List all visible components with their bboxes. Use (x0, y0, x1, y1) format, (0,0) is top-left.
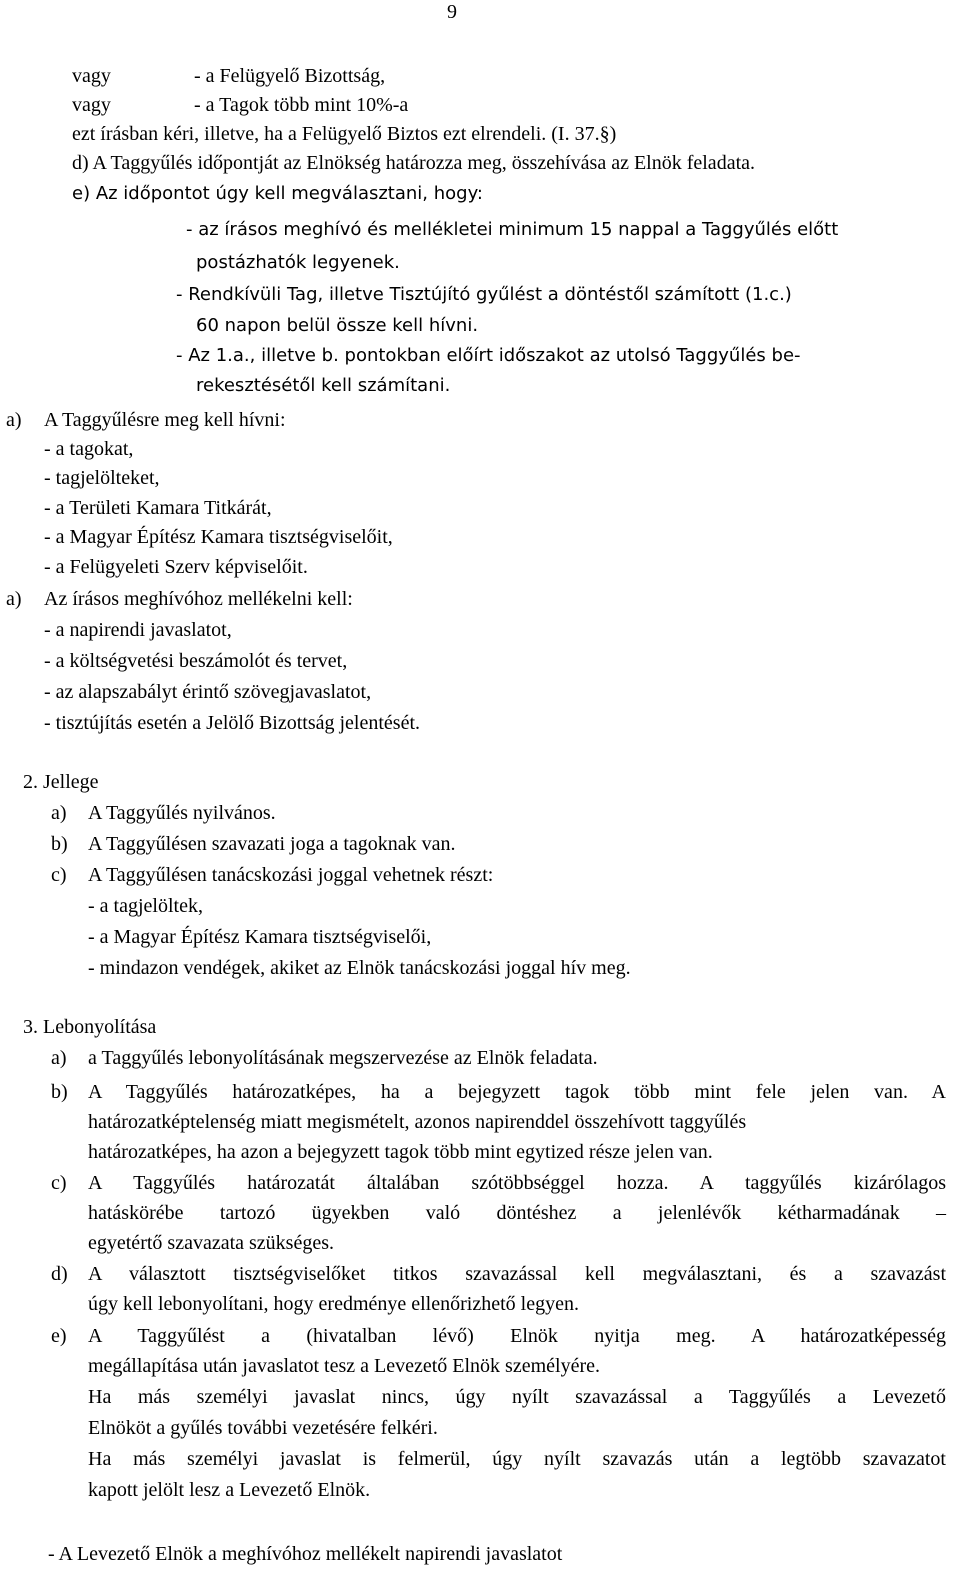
section-heading: 2. Jellege (23, 771, 99, 793)
vagy-word: vagy (72, 94, 111, 116)
list-item: - a tagjelöltek, (88, 895, 203, 917)
item-label: c) (51, 1172, 67, 1194)
text-line: ezt írásban kéri, illetve, ha a Felügyelő Biztos ezt elrendeli. (I. 37.§) (72, 123, 617, 145)
item-label: d) (51, 1263, 68, 1285)
item-label: a) (51, 1047, 67, 1069)
item-text: A Taggyűlésen szavazati joga a tagoknak van. (88, 833, 456, 855)
item-text: határozatképtelenség miatt megismételt, azonos napirenddel összehívott taggyűlés (88, 1111, 747, 1133)
item-text: Ha más személyi javaslat is felmerül, úgy nyílt szavazás után a legtöbb szavazatot (88, 1448, 946, 1470)
text-line: rekesztésétől kell számítani. (196, 375, 451, 396)
list-item: - mindazon vendégek, akiket az Elnök tanácskozási joggal hív meg. (88, 957, 631, 979)
text-line: - az írásos meghívó és mellékletei minimum 15 nappal a Taggyűlés előtt (186, 219, 839, 240)
item-text: úgy kell lebonyolítani, hogy eredménye ellenőrizhető legyen. (88, 1293, 579, 1315)
list-label: a) (6, 588, 22, 610)
item-text: határozatképes, ha azon a bejegyzett tagok több mint egytized része jelen van. (88, 1141, 713, 1163)
list-item: - a Magyar Építész Kamara tisztségviselőit, (44, 526, 393, 548)
item-label: b) (51, 833, 68, 855)
text-line: e) Az időpontot úgy kell megválasztani, hogy: (72, 183, 483, 204)
list-item: - az alapszabályt érintő szövegjavaslatot, (44, 681, 372, 703)
item-text: A Taggyűlés határozatát általában szótöbbséggel hozza. A taggyűlés kizárólagos (88, 1172, 946, 1194)
list-heading: A Taggyűlésre meg kell hívni: (44, 409, 286, 431)
item-text: a Taggyűlés lebonyolításának megszervezése az Elnök feladata. (88, 1047, 598, 1069)
item-label: a) (51, 802, 67, 824)
vagy-text: - a Felügyelő Bizottság, (194, 65, 386, 87)
list-item: - a Felügyeleti Szerv képviselőit. (44, 556, 308, 578)
section-heading: 3. Lebonyolítása (23, 1016, 157, 1038)
text-line: d) A Taggyűlés időpontját az Elnökség határozza meg, összehívása az Elnök feladata. (72, 152, 755, 174)
item-text: A Taggyűlésen tanácskozási joggal vehetnek részt: (88, 864, 494, 886)
item-text: A választott tisztségviselőket titkos szavazással kell megválasztani, és a szavazást (88, 1263, 946, 1285)
item-label: e) (51, 1325, 67, 1347)
text-line: - Rendkívüli Tag, illetve Tisztújító gyűlést a döntéstől számított (1.c.) (176, 284, 792, 305)
list-item: - a költségvetési beszámolót és tervet, (44, 650, 348, 672)
item-text: kapott jelölt lesz a Levezető Elnök. (88, 1479, 371, 1501)
bottom-line: - A Levezető Elnök a meghívóhoz mellékelt napirendi javaslatot (48, 1543, 563, 1565)
item-text: hatáskörébe tartozó ügyekben való döntéshez a jelenlévők kétharmadának – (88, 1202, 946, 1224)
item-text: Ha más személyi javaslat nincs, úgy nyílt szavazással a Taggyűlés a Levezető (88, 1386, 946, 1408)
item-text: megállapítása után javaslatot tesz a Levezető Elnök személyére. (88, 1355, 600, 1377)
list-label: a) (6, 409, 22, 431)
item-text: Elnököt a gyűlés további vezetésére felkéri. (88, 1417, 438, 1439)
item-text: A Taggyűlés nyilvános. (88, 802, 276, 824)
item-text: A Taggyűlés határozatképes, ha a bejegyzett tagok több mint fele jelen van. A (88, 1081, 946, 1103)
text-line: 60 napon belül össze kell hívni. (196, 315, 479, 336)
item-text: A Taggyűlést a (hivatalban lévő) Elnök nyitja meg. A határozatképesség (88, 1325, 946, 1347)
item-label: b) (51, 1081, 68, 1103)
text-line: - Az 1.a., illetve b. pontokban előírt időszakot az utolsó Taggyűlés be- (176, 345, 801, 366)
list-heading: Az írásos meghívóhoz mellékelni kell: (44, 588, 353, 610)
item-label: c) (51, 864, 67, 886)
vagy-text: - a Tagok több mint 10%-a (194, 94, 409, 116)
list-item: - a Területi Kamara Titkárát, (44, 497, 272, 519)
list-item: - tisztújítás esetén a Jelölő Bizottság jelentését. (44, 712, 421, 734)
list-item: - a Magyar Építész Kamara tisztségviselői, (88, 926, 432, 948)
text-line: postázhatók legyenek. (196, 252, 400, 273)
page-number: 9 (447, 1, 457, 23)
list-item: - a napirendi javaslatot, (44, 619, 232, 641)
vagy-word: vagy (72, 65, 111, 87)
item-text: egyetértő szavazata szükséges. (88, 1232, 334, 1254)
list-item: - a tagokat, (44, 438, 134, 460)
list-item: - tagjelölteket, (44, 467, 160, 489)
